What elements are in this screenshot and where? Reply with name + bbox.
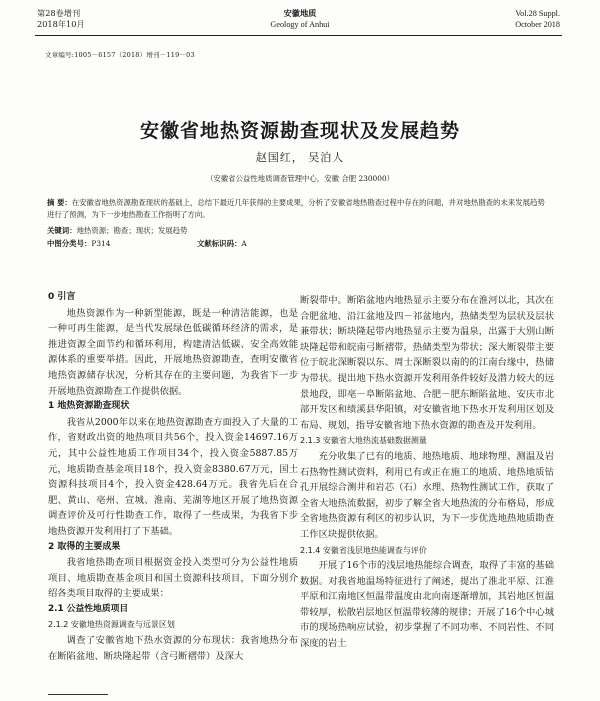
keywords [47, 225, 550, 236]
affiliation: （安徽省公益性地质调查管理中心，安徽 合肥 230000） [205, 174, 395, 183]
clc-block [47, 238, 197, 249]
subsubsection-heading: 2.1.4 安徽省浅层地热能调查与评价 [300, 545, 427, 555]
journal-volume: 第28卷增刊 [37, 8, 81, 18]
clc-value: P314 [91, 239, 111, 248]
body-paragraph: 调查了安徽省地下热水资源的分布现状：我省地热分布在断陷盆地、断块隆起带（含弓断褶带）及深大 [48, 635, 298, 662]
paper-title: 安徽省地热资源勘查现状及发展趋势 [139, 120, 460, 142]
section-heading: 0 引言 [48, 292, 76, 302]
body-paragraph: 我省地热勘查项目根据资金投入类型可分为公益性地质项目、地质勘查基金项目和国土资源科技项目，下面分别介绍各类项目取得的主要成果： [48, 557, 298, 600]
body-left-column [48, 290, 298, 664]
keywords-text: 地热资源；勘查；现状；发展趋势 [76, 226, 188, 235]
body-paragraph: 我省从2000年以来在地热资源勘查方面投入了大量的工作，省财政出资的地热项目共56个，投入资金14697.16万元，其中公益性地质工作项目34个，投入资金5887.85万元，地质勘查基金项目18个，投入资金8380.67万元，国土资源科技项目4个，投入资金428.64万元。我省先后在合肥、黄山、亳州、宣城、淮南、芜湖等地区开展了地热资源调查评价及可行性勘查工作，取得了一些成果，为我省下步地热资源开发利用打了下基础。 [48, 416, 298, 537]
keywords-label: 关键词： [47, 226, 77, 235]
abstract-label: 摘 要： [47, 198, 72, 207]
running-header [0, 4, 600, 38]
section-heading: 1 地热资源勘查现状 [48, 401, 130, 412]
header-right [515, 8, 560, 30]
date-en: October 2018 [515, 20, 560, 29]
volume-en: Vol.28 Suppl. [515, 9, 560, 18]
authors: 赵国红， 吴泊人 [255, 151, 345, 164]
footnote-rule [48, 694, 108, 695]
body-paragraph: 断裂带中。断陷盆地内地热显示主要分布在淮河以北，其次在合肥盆地、沿江盆地及四－祁盆地内，热储类型为层状及层状兼带状；断块隆起带内地热显示主要为温泉，出露于大别山断块隆起带和皖南弓断褶带，热储类型为带状；深大断裂带主要位于皖北深断裂以东、周士深断裂以南的的江南台缘中，热储为带状。提出地下热水资源开发利用条件较好及潜力较大的远景地段，即亳－阜断陷盆地、合肥－肥东断陷盆地、安庆市北部开发区和绩溪县华阳镇，对安徽省地下热水开发利用区划及布局、规划，指导安徽省地下热水资源的勘查及开发利用。 [300, 295, 554, 431]
header-rule [35, 35, 562, 36]
article-number: 文章编号:1005－6157（2018）增刊－119－03 [45, 51, 195, 59]
subsection-heading: 2.1 公益性地质项目 [48, 603, 129, 614]
body-paragraph: 开展了16个市的浅层地热能综合调查，取得了丰富的基础数据。对我省地温场特征进行了阐述，提出了淮北平原、江淮平原和江南地区恒温带温度由北向南逐渐增加，其岩地区恒温带较厚，松散岩层地区恒温带较薄的规律；开展了16个中心城市的现场热响应试验，初步掌握了不同功率、不同岩性、不同深度的岩土 [300, 560, 554, 650]
journal-name-cn: 安徽地质 [283, 8, 317, 18]
abstract [47, 197, 550, 220]
clc-label: 中图分类号： [47, 239, 92, 248]
classification-line [47, 238, 347, 249]
doc-code-label: 文献标识码： [197, 239, 242, 248]
body-paragraph: 地热资源作为一种新型能源，既是一种清洁能源，也是一种可再生能源，是当代发展绿色低碳循环经济的需求，是推进资源全面节约和循环利用，构建清洁低碳、安全高效能源体系的重要举措。因此，开展地热资源勘查，查明安徽省地热资源储存状况，分析其存在的主要问题，为我省下一步开展地热资源勘查工作提供依据。 [48, 307, 298, 397]
header-center [0, 8, 600, 30]
subsubsection-heading: 2.1.3 安徽省大地热流基础数据测量 [300, 436, 427, 446]
abstract-text: 在安徽省地热资源勘查现状的基础上，总结下最近几年获得的主要成果，分析了安徽省地热勘查过程中存在的问题，并对地热勘查的未来发展趋势进行了预测，为下一步地热勘查工作指明了方向。 [47, 198, 545, 219]
journal-date: 2018年10月 [37, 19, 85, 29]
doc-code-block [197, 238, 247, 249]
journal-name-en: Geology of Anhui [270, 20, 330, 29]
section-heading: 2 取得的主要成果 [48, 541, 121, 552]
body-right-column [300, 293, 554, 652]
doc-code-value: A [241, 239, 247, 248]
body-paragraph: 充分收集了已有的地质、地热地质、地球物理、测温及岩石热物性测试资料，利用已有或正在施工的地质、地热地质钻孔开展综合测井和岩芯（石）水理、热物性测试工作，获取了全省大地热流数据，初步了解全省大地热流的分布格局，形成全省地热资源有利区的初步认识，为下一步优选地热地质勘查工作区块提供依据。 [300, 450, 554, 540]
subsubsection-heading: 2.1.2 安徽地热资源调查与远景区划 [48, 620, 175, 630]
